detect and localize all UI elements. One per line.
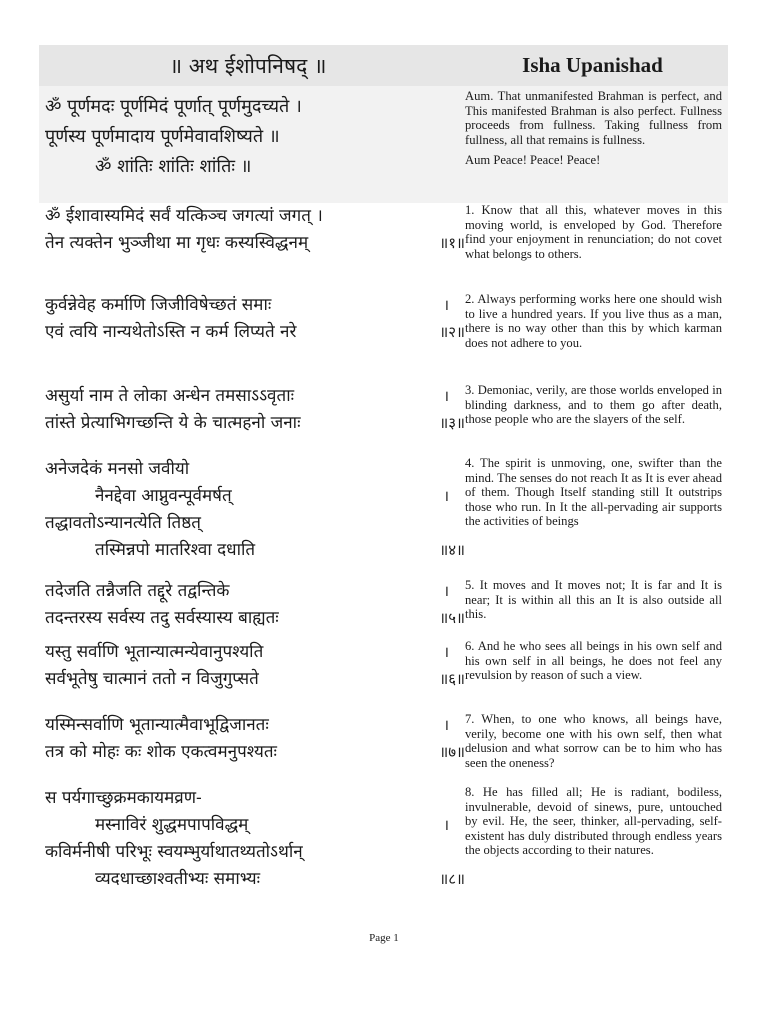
- verse-english: [457, 712, 728, 770]
- verse-english: [457, 203, 728, 261]
- verse-translation: 5. It moves and It moves not; It is far and It is near; It is within all this an It is also outside all this.: [465, 578, 722, 621]
- verse-line-text: तांस्ते प्रेत्याभिगच्छन्ति ये के चात्महनो जनाः: [45, 413, 301, 433]
- verse-number: ॥८॥: [439, 870, 465, 888]
- verse-line-text: स पर्यगाच्छुक्रमकायमव्रण-: [45, 788, 202, 808]
- verse-number: ॥५॥: [439, 609, 465, 627]
- invocation-line: पूर्णस्य पूर्णमादाय पूर्णमेवावशिष्यते ॥: [45, 126, 280, 147]
- verse-line: [45, 319, 465, 346]
- page-header-block: [39, 45, 728, 203]
- verse-line-text: ॐ ईशावास्यमिदं सर्वं यत्किञ्च जगत्यां जगत् ।: [45, 206, 323, 226]
- verse-line-text: यस्मिन्सर्वाणि भूतान्यात्मैवाभूद्विजानतः: [45, 715, 269, 735]
- verse-line: [45, 839, 457, 866]
- verse-sanskrit: [39, 639, 465, 693]
- verse-translation: 8. He has filled all; He is radiant, bodiless, invulnerable, devoid of sinews, pure, untouched by evil. He, the seer, thinker, all-pervading, self-existent has duly distributed through endless years the objects according to their natures.: [465, 785, 722, 857]
- danda-mark: ।: [443, 387, 449, 405]
- verse-sanskrit: [39, 383, 465, 437]
- verse-line: [45, 866, 465, 893]
- verse-translation: 7. When, to one who knows, all beings have, verily, become one with his own self, then what delusion and what sorrow can be to him who has seen the oneness?: [465, 712, 722, 770]
- invocation-translation: Aum. That unmanifested Brahman is perfect, and This manifested Brahman is also perfect. Fullness proceeds from fullness. Taking fullness from fullness, all that remains is fullness.: [465, 89, 722, 147]
- verse-translation: 1. Know that all this, whatever moves in this moving world, is enveloped by God. Therefore find your enjoyment in renunciation; do not covet what belongs to others.: [465, 203, 722, 261]
- verse-number: ॥७॥: [439, 743, 465, 761]
- verse-number: ॥२॥: [439, 323, 465, 341]
- invocation-peace: Aum Peace! Peace! Peace!: [465, 153, 601, 167]
- verse-english: [457, 292, 728, 350]
- verse-line-text: असुर्या नाम ते लोका अन्धेन तमसाऽऽवृताः: [45, 386, 295, 406]
- verse-line: [45, 739, 465, 766]
- verse-sanskrit: [39, 712, 465, 770]
- verse-number: ॥३॥: [439, 414, 465, 432]
- verse-sanskrit: [39, 203, 465, 261]
- verse-row: [39, 639, 728, 693]
- verse-line: [45, 666, 465, 693]
- verse-line-text: तत्र को मोहः कः शोक एकत्वमनुपश्यतः: [45, 742, 277, 762]
- verse-line: [45, 203, 457, 230]
- invocation-line: ॐ पूर्णमदः पूर्णमिदं पूर्णात् पूर्णमुदच्यते ।: [45, 96, 302, 117]
- verse-line: [45, 812, 457, 839]
- verse-line: [45, 230, 465, 257]
- verse-line-text: कुर्वन्नेवेह कर्माणि जिजीविषेच्छतं समाः: [45, 295, 272, 315]
- verse-line-text: मस्नाविरं शुद्धमपापविद्धम्: [95, 815, 249, 835]
- verse-number: ॥४॥: [439, 541, 465, 559]
- verse-line: [45, 383, 457, 410]
- danda-mark: ।: [443, 487, 449, 505]
- invocation-block: [39, 86, 728, 203]
- verse-english: [457, 456, 728, 564]
- sanskrit-title: ॥ अथ ईशोपनिषद् ॥: [169, 53, 327, 78]
- page-number: Page 1: [369, 932, 399, 944]
- verse-sanskrit: [39, 292, 465, 350]
- verse-line: [45, 605, 465, 632]
- verse-line-text: तदन्तरस्य सर्वस्य तदु सर्वस्यास्य बाह्यतः: [45, 608, 279, 628]
- verse-line-text: अनेजदेकं मनसो जवीयो: [45, 459, 190, 479]
- verse-line: [45, 639, 457, 666]
- verse-row: [39, 383, 728, 437]
- verse-line-text: नैनद्देवा आप्नुवन्पूर्वमर्षत्: [95, 486, 232, 506]
- verse-line: [45, 410, 465, 437]
- danda-mark: ।: [443, 582, 449, 600]
- verse-english: [457, 639, 728, 693]
- verse-line: [45, 712, 457, 739]
- verse-line-text: कविर्मनीषी परिभूः स्वयम्भुर्याथातथ्यतोऽर्थान्: [45, 842, 303, 862]
- danda-mark: ।: [443, 716, 449, 734]
- verse-english: [457, 383, 728, 437]
- verse-row: [39, 785, 728, 893]
- verse-translation: 3. Demoniac, verily, are those worlds enveloped in blinding darkness, and to them go after death, those people who are the slayers of the self.: [465, 383, 722, 426]
- verse-row: [39, 203, 728, 261]
- verse-translation: 4. The spirit is unmoving, one, swifter than the mind. The senses do not reach It as It is ever ahead of them. Though Itself standing still It outstrips those who run. In It the all-pervading air supports the activities of beings: [465, 456, 722, 528]
- verse-line-text: सर्वभूतेषु चात्मानं ततो न विजुगुप्सते: [45, 669, 259, 689]
- verse-row: [39, 456, 728, 564]
- verse-sanskrit: [39, 578, 465, 632]
- verse-sanskrit: [39, 456, 465, 564]
- verse-line-text: एवं त्वयि नान्यथेतोऽस्ति न कर्म लिप्यते नरे: [45, 322, 297, 342]
- invocation-sanskrit: [39, 86, 457, 203]
- danda-mark: ।: [443, 296, 449, 314]
- verse-line: [45, 292, 457, 319]
- verse-row: [39, 292, 728, 350]
- verse-line-text: तदेजति तन्नैजति तद्दूरे तद्वन्तिके: [45, 581, 230, 601]
- verse-translation: 6. And he who sees all beings in his own self and his own self in all beings, he does not feel any revulsion by reason of such a view.: [465, 639, 722, 682]
- verse-line: [45, 785, 457, 812]
- verse-line-text: यस्तु सर्वाणि भूतान्यात्मन्येवानुपश्यति: [45, 642, 264, 662]
- verse-line-text: तेन त्यक्तेन भुञ्जीथा मा गृधः कस्यस्विद्धनम्: [45, 233, 309, 253]
- verse-number: ॥१॥: [439, 234, 465, 252]
- invocation-line: ॐ शांतिः शांतिः शांतिः ॥: [95, 156, 252, 177]
- english-title: Isha Upanishad: [522, 53, 663, 77]
- verse-row: [39, 578, 728, 632]
- verse-line-text: व्यदधाच्छाश्वतीभ्यः समाभ्यः: [95, 869, 261, 889]
- verse-line: [45, 510, 457, 537]
- verse-line: [45, 537, 465, 564]
- verse-line: [45, 483, 457, 510]
- invocation-english: [457, 86, 728, 203]
- verse-english: [457, 785, 728, 893]
- verse-number: ॥६॥: [439, 670, 465, 688]
- title-bar: [39, 45, 728, 86]
- verse-line: [45, 578, 457, 605]
- verse-line-text: तस्मिन्नपो मातरिश्वा दधाति: [95, 540, 256, 560]
- verse-line: [45, 456, 457, 483]
- verse-english: [457, 578, 728, 632]
- verse-translation: 2. Always performing works here one should wish to live a hundred years. If you live thus as a man, there is no way other than this by which karman does not adhere to you.: [465, 292, 722, 350]
- verse-sanskrit: [39, 785, 465, 893]
- verse-line-text: तद्धावतोऽन्यानत्येति तिष्ठत्: [45, 513, 201, 533]
- danda-mark: ।: [443, 816, 449, 834]
- verse-row: [39, 712, 728, 770]
- danda-mark: ।: [443, 643, 449, 661]
